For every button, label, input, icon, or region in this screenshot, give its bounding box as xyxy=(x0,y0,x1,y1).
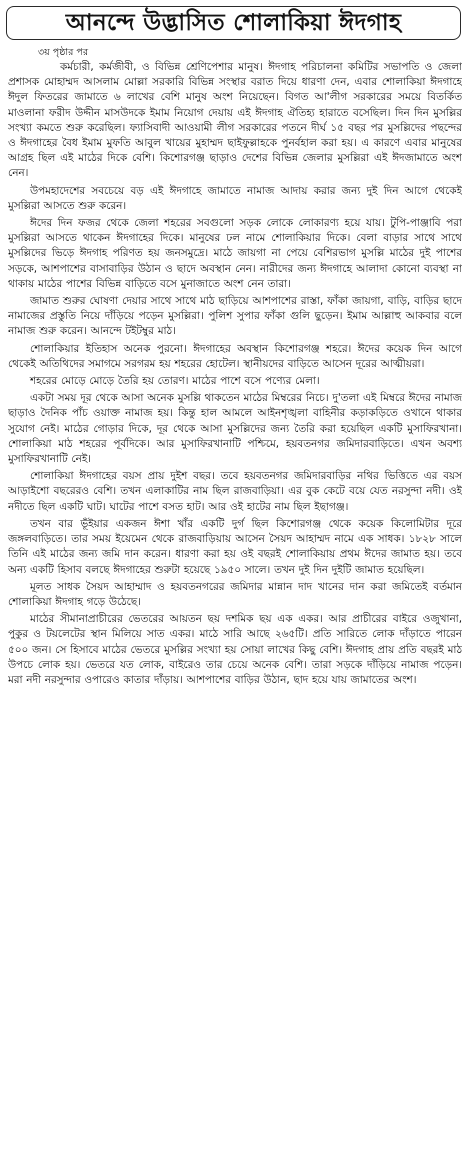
headline: আনন্দে উদ্ভাসিত শোলাকিয়া ঈদগাহ xyxy=(65,8,402,36)
headline-frame xyxy=(6,6,461,40)
paragraph: উপমহাদেশের সবচেয়ে বড় এই ঈদগাহে জামাতে নামাজ আদায় করার জন্য দুই দিন আগে থেকেই মুসল্লিরা আসতে শুরু করেন। xyxy=(8,184,462,212)
continued-from-label: ৩য় পৃষ্ঠার পর xyxy=(38,47,89,58)
paragraph: একটা সময় দূর থেকে আসা অনেক মুসল্লি থাকতেন মাঠের মিম্বরের নিচে। দু'তলা এই মিম্বরে ঈদের নামাজ ছাড়াও দৈনিক পাঁচ ওয়াক্ত নামাজ হয়। কিন্তু হাল আমলে আইনশৃঙ্খলা বাহিনীর কড়াকড়িতে ওখানে থাকার সুযোগ নেই। মাঠের গোড়ার দিকে, দূর থেকে আসা মুসল্লিদের জন্য তৈরি করা হয়েছিল একটি মুসাফিরখানা। শোলাকিয়া মাঠ শহরের পূর্বদিকে। আর মুসাফিরখানাটি পশ্চিমে, হয়বতনগর জমিদারবাড়িতে। এখন অবশ্য মুসাফিরখানাটি নেই। xyxy=(8,392,462,466)
paragraph: জামাত শুরুর ঘোষণা দেয়ার সাথে সাথে মাঠ ছাড়িয়ে আশপাশের রাস্তা, ফাঁকা জায়গা, বাড়ি, বাড়ির ছাদে নামাজের প্রস্তুতি নিয়ে দাঁড়িয়ে পড়েন মুসল্লিরা। পুলিশ সুপার ফাঁকা গুলি ছুড়েন। ইমাম আল্লাহু আকবার বলে নামাজ শুরু করেন। আনন্দে টইটম্বুর মাঠ। xyxy=(8,295,462,338)
paragraph: ঈদের দিন ফজর থেকে জেলা শহরের সবগুলো সড়ক লোকে লোকারণ্য হয়ে যায়। টুপি-পাঞ্জাবি পরা মুসল্লিরা আসতে থাকেন ঈদগাহের দিকে। মানুষের ঢল নামে শোলাকিয়ার দিকে। বেলা বাড়ার সাথে সাথে মুসল্লিদের ভিড়ে ঈদগাহ পরিণত হয় জনসমুদ্রে। মাঠে জায়গা না পেয়ে বেশিরভাগ মুসল্লি মাঠের দুই পাশের সড়কে, আশপাশের বাসাবাড়ির উঠান ও ছাদে অবস্থান নেন। নারীদের জন্য ঈদগাহে আলাদা কোনো ব্যবস্থা না থাকায় মাঠের পাশের বিভিন্ন বাড়িতে বসে মুনাজাতে অংশ নেন তারা। xyxy=(8,217,462,290)
paragraph: শোলাকিয়ার ইতিহাস অনেক পুরনো। ঈদগাহের অবস্থান কিশোরগঞ্জ শহরে। ঈদের কয়েক দিন আগে থেকেই অতিথিদের সমাগমে সরগরম হয় শহরের হোটেল। স্থানীয়দের বাড়িতে আসেন দূরের আত্মীয়রা। xyxy=(8,342,462,370)
article-body xyxy=(8,60,462,1166)
paragraph: শোলাকিয়া ঈদগাহের বয়স প্রায় দুইশ বছর। তবে হয়বতনগর জমিদারবাড়ির নথির ভিত্তিতে এর বয়স আড়াইশো বছরেরও বেশি। তখন এলাকাটির নাম ছিল রাজবাড়িয়া। এর বুক কেটে বয়ে যেত নরসুন্দা নদী। ওই নদীতে ছিল একটি ঘাট। ঘাটের পাশে বসত হাট। আর ওই হাটের নাম ছিল ইছাগঞ্জ। xyxy=(8,470,462,513)
paragraph: তখন বার ভূঁইয়ার একজন ঈশা খাঁর একটি দুর্গ ছিল কিশোরগঞ্জ থেকে কয়েক কিলোমিটার দূরে জঙ্গলবাড়িতে। তার সময় ইয়েমেন থেকে রাজবাড়িয়ায় আসেন সৈয়দ আহাম্মদ নামে এক সাধক। ১৮২৮ সালে তিনি এই মাঠের জন্য জমি দান করেন। ধারণা করা হয় ওই বছরই শোলাকিয়ায় প্রথম ঈদের জামাত হয়। তবে অন্য একটি হিসাব বলছে ঈদগাহের শুরুটা হয়েছে ১৯৫০ সালে। তখন দুই দিন দুইটি জামাত হয়েছিল। xyxy=(8,517,462,576)
paragraph: মূলত সাধক সৈয়দ আহাম্মাদ ও হয়বতনগরের জমিদার মান্নান দাদ খানের দান করা জমিতেই বর্তমান শোলাকিয়া ঈদগাহ গড়ে উঠেছে। xyxy=(8,580,462,608)
paragraph: কর্মচারী, কর্মজীবী, ও বিভিন্ন শ্রেণিপেশার মানুষ। ঈদগাহ পরিচালনা কমিটির সভাপতি ও জেলা প্রশাসক মোহাম্মদ আসলাম মোল্লা সরকারি বিভিন্ন সংস্থার বরাত দিয়ে ধারণা দেন, এবার শোলাকিয়া ঈদগাহে ঈদুল ফিতরের জামাতে ৬ লাখের বেশি মানুষ অংশ নিয়েছেন। বিগত আ'লীগ সরকারের সময়ে বিতর্কিত মাওলানা ফরীদ উদ্দীন মাসউদকে ইমাম নিয়োগ দেয়ায় এই ঈদগাহ ঐতিহ্য হারাতে বসেছিল। দিন দিন মুসল্লির সংখ্যা কমতে শুরু করেছিল। ফ্যাসিবাদী আওয়ামী লীগ সরকারের পতনে দীর্ঘ ১৫ বছর পর মুসল্লিদের পছন্দের ও ঈদগাহের বৈধ ইমাম মুফতি আবুল খায়ের মুহাম্মদ ছাইফুল্লাহকে পুনর্বহাল করা হয়। এ কারণে এবার মানুষের আগ্রহ ছিল এই মাঠের দিকে বেশি। কিশোরগঞ্জ ছাড়াও দেশের বিভিন্ন জেলার মুসল্লিরা এই ঈদজামাতে অংশ নেন। xyxy=(8,61,462,180)
paragraph: মাঠের সীমানাপ্রাচীরের ভেতরের আয়তন ছয় দশমিক ছয় এক একর। আর প্রাচীরের বাইরে ওজুখানা, পুকুর ও টয়লেটের স্থান মিলিয়ে সাত একর। মাঠে সারি আছে ২৬৫টি। প্রতি সারিতে লোক দাঁড়াতে পারেন ৫০০ জন। সে হিসাবে মাঠের ভেতরে মুসল্লির সংখ্যা হয় সোয়া লাখের কিছু বেশি। ঈদগাহ প্রায় প্রতি বছরই মাঠ উপচে লোক হয়। ভেতরে যত লোক, বাইরেও তার চেয়ে অনেক বেশি। তারা সড়কে দাঁড়িয়ে নামাজ পড়েন। মরা নদী নরসুন্দার ওপারেও কাতার দাঁড়ায়। আশপাশের বাড়ির উঠান, ছাদ হয়ে যায় জামাতের অংশ। xyxy=(8,613,462,686)
paragraph: শহরের মোড়ে মোড়ে তৈরি হয় তোরণ। মাঠের পাশে বসে পণ্যের মেলা। xyxy=(30,375,320,388)
